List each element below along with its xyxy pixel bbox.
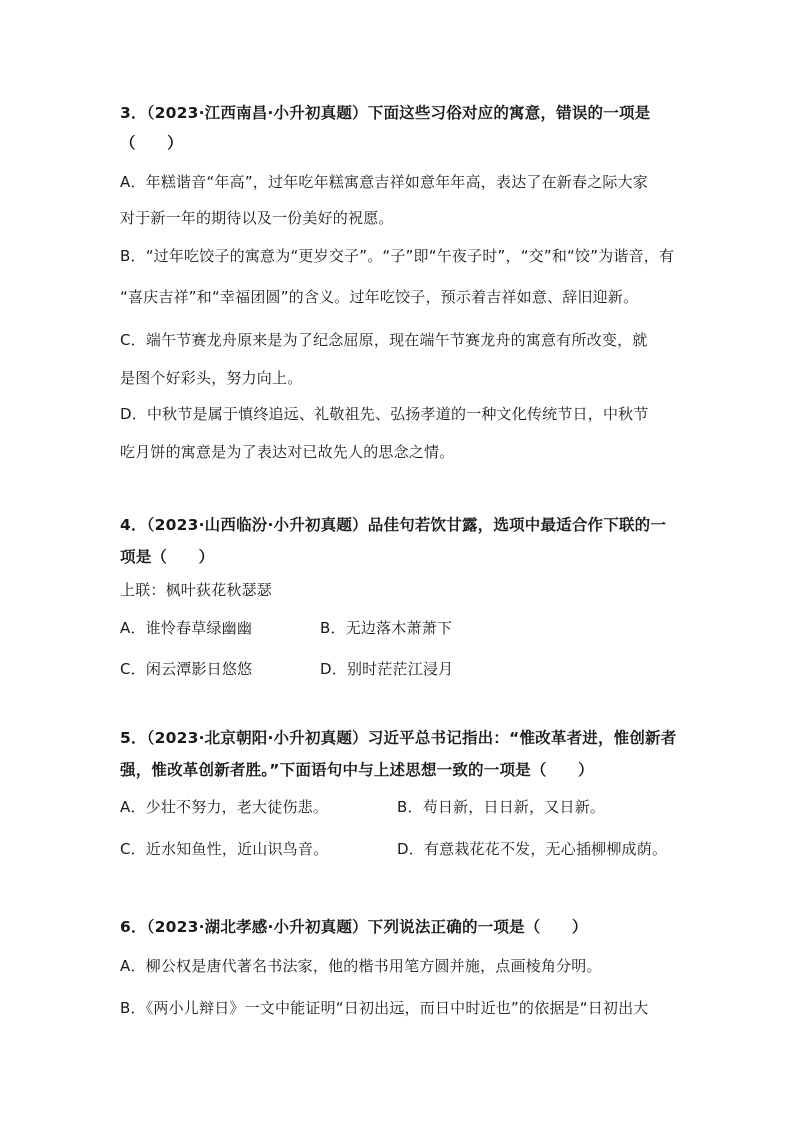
q5-stem-line-2: 强，惟改革创新者胜。”下面语句中与上述思想一致的一项是（ ） xyxy=(120,761,594,779)
q6-option-b-line-1: B．《两小儿辩日》一文中能证明“日初出远，而日中时近也”的依据是“日初出大 xyxy=(120,999,649,1017)
q5-option-d: D．有意栽花花不发，无心插柳柳成荫。 xyxy=(397,840,668,858)
q5-stem-line-1: 5．（2023·北京朝阳·小升初真题）习近平总书记指出：“惟改革者进，惟创新者 xyxy=(120,729,677,747)
q5-option-a: A．少壮不努力，老大徒伤悲。 xyxy=(120,798,329,816)
q3-option-b-line-1: B．“过年吃饺子的寓意为“更岁交子”。“子”即“午夜子时”，“交”和“饺”为谐音，有 xyxy=(120,247,675,265)
q3-stem-line-1: 3．（2023·江西南昌·小升初真题）下面这些习俗对应的寓意，错误的一项是 xyxy=(120,104,651,122)
q4-option-a: A．谁怜春草绿幽幽 xyxy=(120,619,253,637)
q3-option-c-line-1: C．端午节赛龙舟原来是为了纪念屈原，现在端午节赛龙舟的寓意有所改变，就 xyxy=(120,331,648,349)
q3-option-a-line-1: A．年糕谐音“年高”，过年吃年糕寓意吉祥如意年年高，表达了在新春之际大家 xyxy=(120,173,649,191)
q5-option-c: C．近水知鱼性，近山识鸟音。 xyxy=(120,840,329,858)
q4-upper-couplet: 上联：枫叶荻花秋瑟瑟 xyxy=(120,581,273,599)
q6-stem-line-1: 6．（2023·湖北孝感·小升初真题）下列说法正确的一项是（ ） xyxy=(120,918,588,936)
q4-option-c: C．闲云潭影日悠悠 xyxy=(120,660,253,678)
q4-option-b: B．无边落木萧萧下 xyxy=(320,619,453,637)
q4-option-d: D．别时茫茫江浸月 xyxy=(320,660,454,678)
q3-stem-line-2: （ ） xyxy=(120,134,183,152)
q3-option-c-line-2: 是图个好彩头，努力向上。 xyxy=(120,369,303,387)
q3-option-d-line-1: D．中秋节是属于慎终追远、礼敬祖先、弘扬孝道的一种文化传统节日，中秋节 xyxy=(120,405,649,423)
q3-option-a-line-2: 对于新一年的期待以及一份美好的祝愿。 xyxy=(120,209,394,227)
q4-stem-line-2: 项是（ ） xyxy=(120,548,215,566)
q3-option-d-line-2: 吃月饼的寓意是为了表达对已故先人的思念之情。 xyxy=(120,443,455,461)
q3-option-b-line-2: “喜庆吉祥”和“幸福团圆”的含义。过年吃饺子，预示着吉祥如意、辞旧迎新。 xyxy=(120,288,639,306)
q6-option-a-line-1: A．柳公权是唐代著名书法家，他的楷书用笔方圆并施，点画棱角分明。 xyxy=(120,957,602,975)
q4-stem-line-1: 4．（2023·山西临汾·小升初真题）品佳句若饮甘露，选项中最适合作下联的一 xyxy=(120,516,667,534)
q5-option-b: B．苟日新，日日新，又日新。 xyxy=(397,798,606,816)
